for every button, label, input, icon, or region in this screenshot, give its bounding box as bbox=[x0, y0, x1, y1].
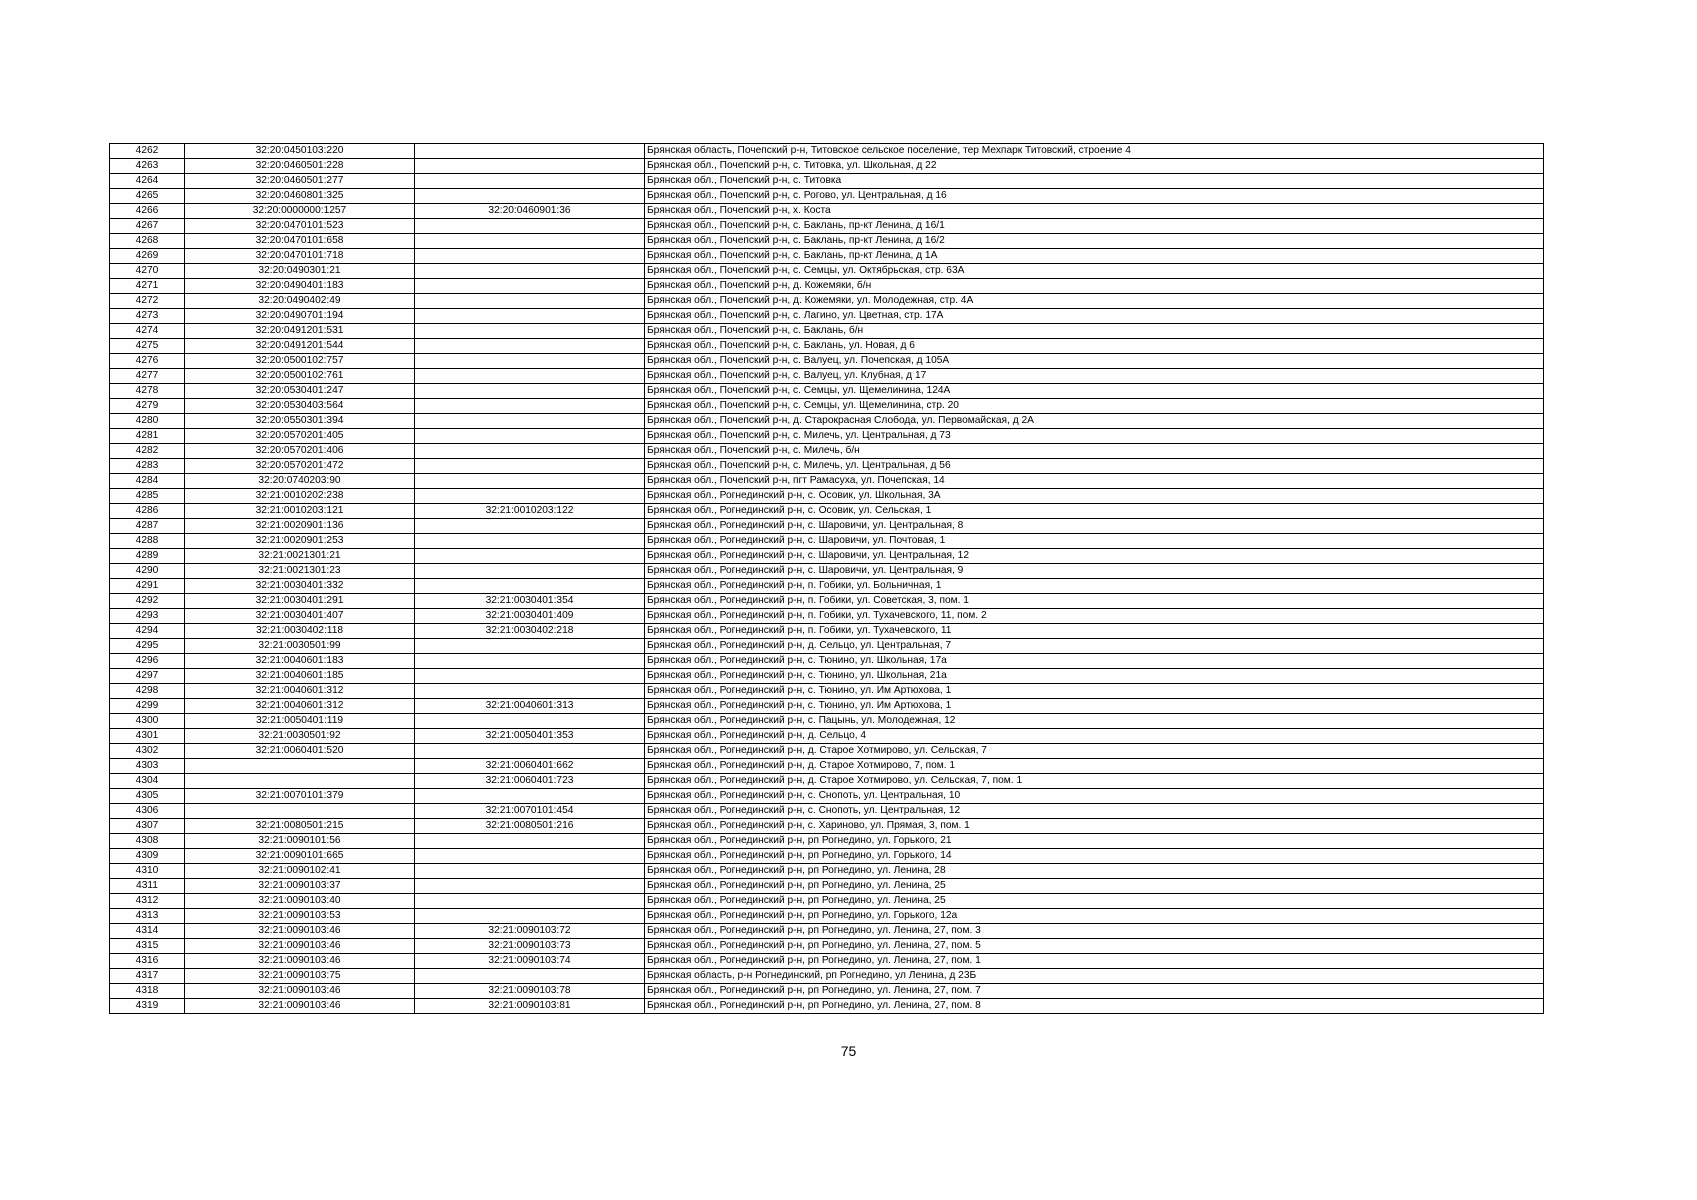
cell-related-cadastral-number bbox=[415, 549, 645, 564]
cell-address: Брянская обл., Рогнединский р-н, рп Рогнедино, ул. Ленина, 27, пом. 1 bbox=[645, 954, 1544, 969]
cell-cadastral-number: 32:20:0000000:1257 bbox=[185, 204, 415, 219]
cell-related-cadastral-number: 32:21:0040601:313 bbox=[415, 699, 645, 714]
table-row bbox=[110, 654, 1544, 669]
cell-row-number: 4269 bbox=[110, 249, 185, 264]
table-row bbox=[110, 399, 1544, 414]
cell-cadastral-number: 32:20:0550301:394 bbox=[185, 414, 415, 429]
cell-related-cadastral-number bbox=[415, 849, 645, 864]
table-row bbox=[110, 984, 1544, 999]
table-row bbox=[110, 939, 1544, 954]
cell-row-number: 4283 bbox=[110, 459, 185, 474]
cell-row-number: 4272 bbox=[110, 294, 185, 309]
table-row bbox=[110, 879, 1544, 894]
cell-related-cadastral-number: 32:21:0090103:73 bbox=[415, 939, 645, 954]
page-number: 75 bbox=[840, 1043, 857, 1059]
table-row bbox=[110, 789, 1544, 804]
cell-address: Брянская обл., Рогнединский р-н, с. Тюнино, ул. Школьная, 17а bbox=[645, 654, 1544, 669]
table-row bbox=[110, 204, 1544, 219]
cell-related-cadastral-number: 32:21:0090103:72 bbox=[415, 924, 645, 939]
cell-cadastral-number: 32:21:0090103:46 bbox=[185, 924, 415, 939]
cell-cadastral-number: 32:21:0090103:46 bbox=[185, 954, 415, 969]
cell-cadastral-number: 32:20:0470101:718 bbox=[185, 249, 415, 264]
cell-cadastral-number: 32:20:0491201:544 bbox=[185, 339, 415, 354]
cell-related-cadastral-number bbox=[415, 909, 645, 924]
table-row bbox=[110, 294, 1544, 309]
cell-related-cadastral-number: 32:21:0030401:409 bbox=[415, 609, 645, 624]
cell-row-number: 4267 bbox=[110, 219, 185, 234]
cell-address: Брянская обл., Рогнединский р-н, с. Снопоть, ул. Центральная, 12 bbox=[645, 804, 1544, 819]
cell-address: Брянская обл., Рогнединский р-н, с. Осовик, ул. Школьная, 3А bbox=[645, 489, 1544, 504]
cell-row-number: 4309 bbox=[110, 849, 185, 864]
cell-row-number: 4299 bbox=[110, 699, 185, 714]
cell-cadastral-number: 32:21:0090103:40 bbox=[185, 894, 415, 909]
cell-cadastral-number: 32:20:0570201:405 bbox=[185, 429, 415, 444]
cell-address: Брянская обл., Почепский р-н, с. Валуец, ул. Почепская, д 105А bbox=[645, 354, 1544, 369]
cell-address: Брянская обл., Рогнединский р-н, рп Рогнедино, ул. Ленина, 27, пом. 3 bbox=[645, 924, 1544, 939]
cell-related-cadastral-number bbox=[415, 414, 645, 429]
cell-cadastral-number: 32:20:0570201:406 bbox=[185, 444, 415, 459]
cell-address: Брянская обл., Рогнединский р-н, с. Шаровичи, ул. Центральная, 9 bbox=[645, 564, 1544, 579]
cell-cadastral-number: 32:20:0450103:220 bbox=[185, 144, 415, 159]
cell-address: Брянская обл., Рогнединский р-н, с. Хариново, ул. Прямая, 3, пом. 1 bbox=[645, 819, 1544, 834]
cell-row-number: 4275 bbox=[110, 339, 185, 354]
table-row bbox=[110, 864, 1544, 879]
cell-row-number: 4278 bbox=[110, 384, 185, 399]
cell-address: Брянская обл., Почепский р-н, с. Баклань, ул. Новая, д 6 bbox=[645, 339, 1544, 354]
table-row bbox=[110, 744, 1544, 759]
cell-row-number: 4270 bbox=[110, 264, 185, 279]
cell-address: Брянская обл., Рогнединский р-н, с. Пацынь, ул. Молодежная, 12 bbox=[645, 714, 1544, 729]
table-row bbox=[110, 219, 1544, 234]
cell-related-cadastral-number bbox=[415, 339, 645, 354]
cell-address: Брянская обл., Рогнединский р-н, рп Рогнедино, ул. Ленина, 25 bbox=[645, 879, 1544, 894]
cell-related-cadastral-number bbox=[415, 654, 645, 669]
cell-address: Брянская обл., Рогнединский р-н, д. Старое Хотмирово, 7, пом. 1 bbox=[645, 759, 1544, 774]
table-row bbox=[110, 924, 1544, 939]
cell-cadastral-number: 32:21:0090103:37 bbox=[185, 879, 415, 894]
cell-related-cadastral-number bbox=[415, 579, 645, 594]
table-row bbox=[110, 459, 1544, 474]
cell-related-cadastral-number: 32:21:0070101:454 bbox=[415, 804, 645, 819]
table-row bbox=[110, 894, 1544, 909]
cell-row-number: 4273 bbox=[110, 309, 185, 324]
cell-row-number: 4268 bbox=[110, 234, 185, 249]
cell-related-cadastral-number bbox=[415, 489, 645, 504]
table-row bbox=[110, 804, 1544, 819]
table-body bbox=[110, 144, 1544, 1014]
cell-cadastral-number: 32:20:0491201:531 bbox=[185, 324, 415, 339]
cell-cadastral-number: 32:20:0740203:90 bbox=[185, 474, 415, 489]
cell-related-cadastral-number: 32:21:0060401:723 bbox=[415, 774, 645, 789]
cell-address: Брянская обл., Почепский р-н, с. Лагино, ул. Цветная, стр. 17А bbox=[645, 309, 1544, 324]
table-row bbox=[110, 474, 1544, 489]
table-row bbox=[110, 954, 1544, 969]
cell-related-cadastral-number: 32:21:0090103:74 bbox=[415, 954, 645, 969]
table-row bbox=[110, 429, 1544, 444]
cell-row-number: 4289 bbox=[110, 549, 185, 564]
cell-row-number: 4319 bbox=[110, 999, 185, 1014]
cell-cadastral-number: 32:20:0460801:325 bbox=[185, 189, 415, 204]
cell-address: Брянская область, р-н Рогнединский, рп Рогнедино, ул Ленина, д 23Б bbox=[645, 969, 1544, 984]
cell-row-number: 4307 bbox=[110, 819, 185, 834]
cell-row-number: 4308 bbox=[110, 834, 185, 849]
cell-row-number: 4304 bbox=[110, 774, 185, 789]
cell-cadastral-number: 32:20:0490301:21 bbox=[185, 264, 415, 279]
table-row bbox=[110, 489, 1544, 504]
cell-address: Брянская обл., Рогнединский р-н, с. Тюнино, ул. Им Артюхова, 1 bbox=[645, 699, 1544, 714]
table-row bbox=[110, 624, 1544, 639]
cell-address: Брянская обл., Рогнединский р-н, рп Рогнедино, ул. Горького, 12а bbox=[645, 909, 1544, 924]
cell-related-cadastral-number bbox=[415, 189, 645, 204]
cell-cadastral-number: 32:20:0470101:523 bbox=[185, 219, 415, 234]
cell-address: Брянская обл., Рогнединский р-н, рп Рогнедино, ул. Ленина, 27, пом. 5 bbox=[645, 939, 1544, 954]
cell-related-cadastral-number: 32:21:0090103:78 bbox=[415, 984, 645, 999]
cell-related-cadastral-number bbox=[415, 519, 645, 534]
cell-address: Брянская обл., Рогнединский р-н, рп Рогнедино, ул. Ленина, 25 bbox=[645, 894, 1544, 909]
cell-cadastral-number bbox=[185, 759, 415, 774]
cell-address: Брянская обл., Рогнединский р-н, с. Шаровичи, ул. Центральная, 8 bbox=[645, 519, 1544, 534]
cell-cadastral-number: 32:21:0030401:407 bbox=[185, 609, 415, 624]
table-row bbox=[110, 609, 1544, 624]
cell-related-cadastral-number bbox=[415, 969, 645, 984]
cell-address: Брянская обл., Рогнединский р-н, с. Снопоть, ул. Центральная, 10 bbox=[645, 789, 1544, 804]
table-row bbox=[110, 339, 1544, 354]
cell-row-number: 4312 bbox=[110, 894, 185, 909]
cell-related-cadastral-number bbox=[415, 534, 645, 549]
cell-row-number: 4316 bbox=[110, 954, 185, 969]
table-row bbox=[110, 279, 1544, 294]
cell-row-number: 4274 bbox=[110, 324, 185, 339]
cell-address: Брянская обл., Рогнединский р-н, с. Шаровичи, ул. Центральная, 12 bbox=[645, 549, 1544, 564]
cell-address: Брянская обл., Рогнединский р-н, д. Сельцо, 4 bbox=[645, 729, 1544, 744]
cell-cadastral-number: 32:20:0570201:472 bbox=[185, 459, 415, 474]
cell-cadastral-number: 32:21:0090101:665 bbox=[185, 849, 415, 864]
cell-cadastral-number: 32:21:0090103:46 bbox=[185, 939, 415, 954]
cell-cadastral-number: 32:21:0020901:136 bbox=[185, 519, 415, 534]
table-row bbox=[110, 774, 1544, 789]
cell-cadastral-number: 32:21:0040601:185 bbox=[185, 669, 415, 684]
table-row bbox=[110, 699, 1544, 714]
cell-row-number: 4276 bbox=[110, 354, 185, 369]
cell-cadastral-number: 32:20:0460501:277 bbox=[185, 174, 415, 189]
cell-related-cadastral-number bbox=[415, 864, 645, 879]
cell-related-cadastral-number bbox=[415, 459, 645, 474]
cell-address: Брянская обл., Рогнединский р-н, п. Гобики, ул. Советская, 3, пом. 1 bbox=[645, 594, 1544, 609]
cell-address: Брянская область, Почепский р-н, Титовское сельское поселение, тер Мехпарк Титовский, строение 4 bbox=[645, 144, 1544, 159]
table-row bbox=[110, 759, 1544, 774]
table-row bbox=[110, 999, 1544, 1014]
cell-cadastral-number: 32:20:0530401:247 bbox=[185, 384, 415, 399]
cell-row-number: 4303 bbox=[110, 759, 185, 774]
cell-related-cadastral-number bbox=[415, 834, 645, 849]
cell-row-number: 4294 bbox=[110, 624, 185, 639]
cell-cadastral-number: 32:20:0490401:183 bbox=[185, 279, 415, 294]
cell-related-cadastral-number bbox=[415, 714, 645, 729]
cell-address: Брянская обл., Рогнединский р-н, с. Шаровичи, ул. Почтовая, 1 bbox=[645, 534, 1544, 549]
cell-related-cadastral-number: 32:21:0030401:354 bbox=[415, 594, 645, 609]
cell-address: Брянская обл., Рогнединский р-н, д. Старое Хотмирово, ул. Сельская, 7, пом. 1 bbox=[645, 774, 1544, 789]
cell-cadastral-number: 32:20:0460501:228 bbox=[185, 159, 415, 174]
cell-cadastral-number: 32:21:0090101:56 bbox=[185, 834, 415, 849]
cell-cadastral-number: 32:21:0060401:520 bbox=[185, 744, 415, 759]
cell-cadastral-number: 32:21:0090103:46 bbox=[185, 999, 415, 1014]
cell-cadastral-number: 32:21:0030501:99 bbox=[185, 639, 415, 654]
cell-row-number: 4266 bbox=[110, 204, 185, 219]
cell-cadastral-number: 32:21:0040601:312 bbox=[185, 684, 415, 699]
cell-related-cadastral-number bbox=[415, 639, 645, 654]
cell-address: Брянская обл., Почепский р-н, с. Баклань, пр-кт Ленина, д 16/1 bbox=[645, 219, 1544, 234]
cell-row-number: 4318 bbox=[110, 984, 185, 999]
cell-cadastral-number: 32:21:0030401:291 bbox=[185, 594, 415, 609]
cell-cadastral-number: 32:21:0021301:23 bbox=[185, 564, 415, 579]
cell-address: Брянская обл., Рогнединский р-н, с. Тюнино, ул. Им Артюхова, 1 bbox=[645, 684, 1544, 699]
cell-related-cadastral-number bbox=[415, 444, 645, 459]
table-row bbox=[110, 594, 1544, 609]
cell-row-number: 4293 bbox=[110, 609, 185, 624]
cell-address: Брянская обл., Рогнединский р-н, рп Рогнедино, ул. Горького, 14 bbox=[645, 849, 1544, 864]
cell-cadastral-number bbox=[185, 774, 415, 789]
cell-related-cadastral-number bbox=[415, 309, 645, 324]
cell-row-number: 4279 bbox=[110, 399, 185, 414]
cell-cadastral-number: 32:20:0530403:564 bbox=[185, 399, 415, 414]
cell-row-number: 4288 bbox=[110, 534, 185, 549]
cell-related-cadastral-number: 32:21:0080501:216 bbox=[415, 819, 645, 834]
cell-address: Брянская обл., Почепский р-н, х. Коста bbox=[645, 204, 1544, 219]
table-row bbox=[110, 849, 1544, 864]
cell-row-number: 4291 bbox=[110, 579, 185, 594]
cell-related-cadastral-number bbox=[415, 894, 645, 909]
cell-row-number: 4285 bbox=[110, 489, 185, 504]
cell-row-number: 4292 bbox=[110, 594, 185, 609]
cell-address: Брянская обл., Рогнединский р-н, рп Рогнедино, ул. Ленина, 27, пом. 8 bbox=[645, 999, 1544, 1014]
cell-cadastral-number: 32:21:0090103:53 bbox=[185, 909, 415, 924]
cell-related-cadastral-number bbox=[415, 144, 645, 159]
table-row bbox=[110, 534, 1544, 549]
cell-row-number: 4271 bbox=[110, 279, 185, 294]
cell-cadastral-number: 32:21:0070101:379 bbox=[185, 789, 415, 804]
cell-address: Брянская обл., Почепский р-н, с. Милечь, ул. Центральная, д 56 bbox=[645, 459, 1544, 474]
cell-address: Брянская обл., Почепский р-н, д. Старокрасная Слобода, ул. Первомайская, д 2А bbox=[645, 414, 1544, 429]
cell-cadastral-number: 32:21:0010203:121 bbox=[185, 504, 415, 519]
cell-address: Брянская обл., Почепский р-н, с. Баклань, б/н bbox=[645, 324, 1544, 339]
cell-related-cadastral-number bbox=[415, 684, 645, 699]
table-row bbox=[110, 504, 1544, 519]
cell-row-number: 4281 bbox=[110, 429, 185, 444]
property-table bbox=[109, 143, 1544, 1014]
cell-address: Брянская обл., Рогнединский р-н, рп Рогнедино, ул. Ленина, 28 bbox=[645, 864, 1544, 879]
cell-related-cadastral-number: 32:21:0050401:353 bbox=[415, 729, 645, 744]
cell-row-number: 4284 bbox=[110, 474, 185, 489]
cell-cadastral-number: 32:21:0090103:46 bbox=[185, 984, 415, 999]
cell-row-number: 4290 bbox=[110, 564, 185, 579]
table-row bbox=[110, 834, 1544, 849]
cell-related-cadastral-number bbox=[415, 399, 645, 414]
table-row bbox=[110, 309, 1544, 324]
cell-address: Брянская обл., Почепский р-н, с. Рогово, ул. Центральная, д 16 bbox=[645, 189, 1544, 204]
table-row bbox=[110, 159, 1544, 174]
cell-row-number: 4280 bbox=[110, 414, 185, 429]
cell-address: Брянская обл., Рогнединский р-н, рп Рогнедино, ул. Ленина, 27, пом. 7 bbox=[645, 984, 1544, 999]
cell-address: Брянская обл., Рогнединский р-н, с. Тюнино, ул. Школьная, 21а bbox=[645, 669, 1544, 684]
table-row bbox=[110, 384, 1544, 399]
cell-address: Брянская обл., Почепский р-н, с. Баклань, пр-кт Ленина, д 16/2 bbox=[645, 234, 1544, 249]
cell-row-number: 4296 bbox=[110, 654, 185, 669]
cell-related-cadastral-number bbox=[415, 279, 645, 294]
table-row bbox=[110, 369, 1544, 384]
cell-related-cadastral-number bbox=[415, 564, 645, 579]
cell-row-number: 4277 bbox=[110, 369, 185, 384]
cell-related-cadastral-number: 32:21:0060401:662 bbox=[415, 759, 645, 774]
cell-related-cadastral-number bbox=[415, 474, 645, 489]
cell-row-number: 4315 bbox=[110, 939, 185, 954]
cell-related-cadastral-number bbox=[415, 789, 645, 804]
cell-related-cadastral-number bbox=[415, 264, 645, 279]
cell-related-cadastral-number bbox=[415, 294, 645, 309]
cell-address: Брянская обл., Рогнединский р-н, с. Осовик, ул. Сельская, 1 bbox=[645, 504, 1544, 519]
cell-row-number: 4301 bbox=[110, 729, 185, 744]
cell-row-number: 4263 bbox=[110, 159, 185, 174]
table-row bbox=[110, 444, 1544, 459]
table-row bbox=[110, 414, 1544, 429]
cell-row-number: 4305 bbox=[110, 789, 185, 804]
cell-address: Брянская обл., Рогнединский р-н, п. Гобики, ул. Больничная, 1 bbox=[645, 579, 1544, 594]
cell-address: Брянская обл., Почепский р-н, с. Валуец, ул. Клубная, д 17 bbox=[645, 369, 1544, 384]
cell-related-cadastral-number bbox=[415, 249, 645, 264]
cell-cadastral-number: 32:21:0010202:238 bbox=[185, 489, 415, 504]
table-row bbox=[110, 564, 1544, 579]
cell-address: Брянская обл., Рогнединский р-н, д. Старое Хотмирово, ул. Сельская, 7 bbox=[645, 744, 1544, 759]
cell-cadastral-number: 32:20:0500102:757 bbox=[185, 354, 415, 369]
cell-related-cadastral-number bbox=[415, 669, 645, 684]
cell-row-number: 4265 bbox=[110, 189, 185, 204]
table-row bbox=[110, 684, 1544, 699]
table-row bbox=[110, 354, 1544, 369]
table-row bbox=[110, 579, 1544, 594]
cell-related-cadastral-number bbox=[415, 324, 645, 339]
table-row bbox=[110, 174, 1544, 189]
cell-cadastral-number: 32:21:0030402:118 bbox=[185, 624, 415, 639]
cell-address: Брянская обл., Почепский р-н, с. Титовка bbox=[645, 174, 1544, 189]
cell-row-number: 4282 bbox=[110, 444, 185, 459]
cell-cadastral-number: 32:21:0040601:183 bbox=[185, 654, 415, 669]
cell-cadastral-number: 32:20:0500102:761 bbox=[185, 369, 415, 384]
cell-row-number: 4287 bbox=[110, 519, 185, 534]
cell-address: Брянская обл., Рогнединский р-н, д. Сельцо, ул. Центральная, 7 bbox=[645, 639, 1544, 654]
cell-row-number: 4286 bbox=[110, 504, 185, 519]
table-row bbox=[110, 189, 1544, 204]
cell-row-number: 4295 bbox=[110, 639, 185, 654]
table-row bbox=[110, 729, 1544, 744]
cell-related-cadastral-number bbox=[415, 879, 645, 894]
cell-address: Брянская обл., Рогнединский р-н, п. Гобики, ул. Тухачевского, 11 bbox=[645, 624, 1544, 639]
cell-cadastral-number: 32:21:0050401:119 bbox=[185, 714, 415, 729]
cell-row-number: 4310 bbox=[110, 864, 185, 879]
cell-row-number: 4311 bbox=[110, 879, 185, 894]
cell-address: Брянская обл., Рогнединский р-н, рп Рогнедино, ул. Горького, 21 bbox=[645, 834, 1544, 849]
cell-related-cadastral-number: 32:21:0030402:218 bbox=[415, 624, 645, 639]
cell-related-cadastral-number: 32:21:0090103:81 bbox=[415, 999, 645, 1014]
cell-address: Брянская обл., Почепский р-н, с. Семцы, ул. Щемелинина, стр. 20 bbox=[645, 399, 1544, 414]
table-row bbox=[110, 324, 1544, 339]
table-row bbox=[110, 669, 1544, 684]
cell-address: Брянская обл., Почепский р-н, с. Семцы, ул. Щемелинина, 124А bbox=[645, 384, 1544, 399]
cell-cadastral-number: 32:21:0021301:21 bbox=[185, 549, 415, 564]
cell-row-number: 4264 bbox=[110, 174, 185, 189]
cell-related-cadastral-number bbox=[415, 174, 645, 189]
cell-cadastral-number: 32:21:0030501:92 bbox=[185, 729, 415, 744]
cell-related-cadastral-number bbox=[415, 234, 645, 249]
table-row bbox=[110, 234, 1544, 249]
cell-related-cadastral-number bbox=[415, 744, 645, 759]
cell-related-cadastral-number bbox=[415, 219, 645, 234]
cell-cadastral-number: 32:21:0080501:215 bbox=[185, 819, 415, 834]
cell-cadastral-number: 32:21:0090102:41 bbox=[185, 864, 415, 879]
cell-address: Брянская обл., Почепский р-н, с. Милечь, ул. Центральная, д 73 bbox=[645, 429, 1544, 444]
table-row bbox=[110, 909, 1544, 924]
cell-cadastral-number bbox=[185, 804, 415, 819]
table-row bbox=[110, 519, 1544, 534]
cell-address: Брянская обл., Почепский р-н, пгт Рамасуха, ул. Почепская, 14 bbox=[645, 474, 1544, 489]
cell-row-number: 4262 bbox=[110, 144, 185, 159]
cell-related-cadastral-number bbox=[415, 369, 645, 384]
cell-cadastral-number: 32:20:0490402:49 bbox=[185, 294, 415, 309]
cell-row-number: 4313 bbox=[110, 909, 185, 924]
cell-row-number: 4317 bbox=[110, 969, 185, 984]
cell-related-cadastral-number bbox=[415, 354, 645, 369]
cell-row-number: 4306 bbox=[110, 804, 185, 819]
cell-cadastral-number: 32:21:0030401:332 bbox=[185, 579, 415, 594]
cell-cadastral-number: 32:20:0470101:658 bbox=[185, 234, 415, 249]
cell-related-cadastral-number bbox=[415, 429, 645, 444]
table-row bbox=[110, 969, 1544, 984]
cell-cadastral-number: 32:21:0090103:75 bbox=[185, 969, 415, 984]
cell-row-number: 4300 bbox=[110, 714, 185, 729]
cell-related-cadastral-number: 32:20:0460901:36 bbox=[415, 204, 645, 219]
cell-address: Брянская обл., Почепский р-н, с. Титовка, ул. Школьная, д 22 bbox=[645, 159, 1544, 174]
cell-address: Брянская обл., Почепский р-н, с. Баклань, пр-кт Ленина, д 1А bbox=[645, 249, 1544, 264]
table-row bbox=[110, 714, 1544, 729]
table-row bbox=[110, 264, 1544, 279]
cell-related-cadastral-number: 32:21:0010203:122 bbox=[415, 504, 645, 519]
table-row bbox=[110, 819, 1544, 834]
cell-related-cadastral-number bbox=[415, 159, 645, 174]
cell-cadastral-number: 32:20:0490701:194 bbox=[185, 309, 415, 324]
table-row bbox=[110, 549, 1544, 564]
cell-related-cadastral-number bbox=[415, 384, 645, 399]
cell-address: Брянская обл., Рогнединский р-н, п. Гобики, ул. Тухачевского, 11, пом. 2 bbox=[645, 609, 1544, 624]
cell-row-number: 4298 bbox=[110, 684, 185, 699]
table-row bbox=[110, 249, 1544, 264]
cell-address: Брянская обл., Почепский р-н, с. Семцы, ул. Октябрьская, стр. 63А bbox=[645, 264, 1544, 279]
cell-row-number: 4297 bbox=[110, 669, 185, 684]
cell-row-number: 4314 bbox=[110, 924, 185, 939]
cell-row-number: 4302 bbox=[110, 744, 185, 759]
cell-address: Брянская обл., Почепский р-н, д. Кожемяки, ул. Молодежная, стр. 4А bbox=[645, 294, 1544, 309]
table-row bbox=[110, 639, 1544, 654]
cell-address: Брянская обл., Почепский р-н, д. Кожемяки, б/н bbox=[645, 279, 1544, 294]
cell-cadastral-number: 32:21:0040601:312 bbox=[185, 699, 415, 714]
table-row bbox=[110, 144, 1544, 159]
cell-cadastral-number: 32:21:0020901:253 bbox=[185, 534, 415, 549]
cell-address: Брянская обл., Почепский р-н, с. Милечь, б/н bbox=[645, 444, 1544, 459]
